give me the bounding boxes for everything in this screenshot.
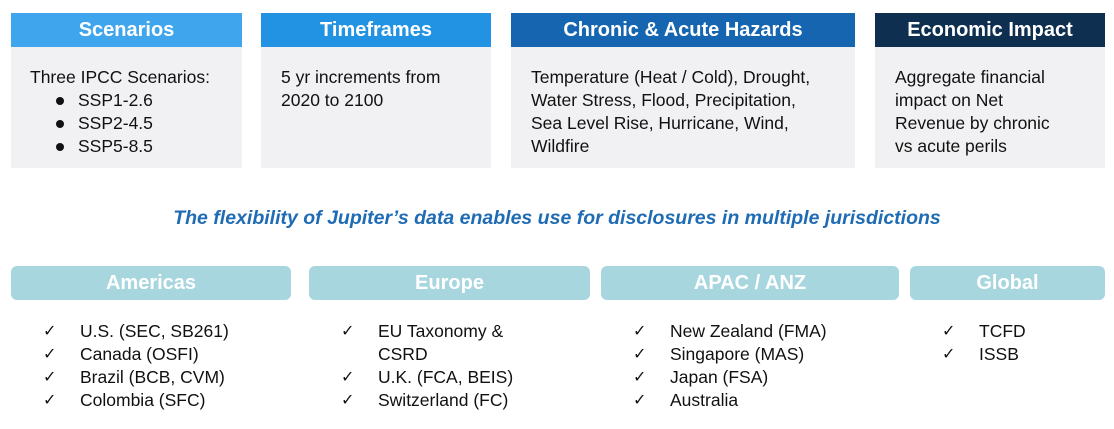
hazards-line: Temperature (Heat / Cold), Drought, bbox=[531, 67, 811, 87]
check-icon: ✓ bbox=[43, 369, 57, 386]
scenarios-card bbox=[11, 13, 242, 168]
jurisdiction-label: EU Taxonomy & bbox=[378, 321, 504, 341]
check-icon: ✓ bbox=[43, 323, 57, 340]
economic-card bbox=[875, 13, 1105, 168]
economic-line: Aggregate financial bbox=[895, 67, 1045, 87]
jurisdiction-label: TCFD bbox=[979, 321, 1026, 341]
jurisdiction-label: U.S. (SEC, SB261) bbox=[80, 321, 229, 341]
check-icon: ✓ bbox=[43, 392, 57, 409]
bullet-icon bbox=[56, 143, 64, 151]
timeframes-line: 5 yr increments from bbox=[281, 67, 441, 87]
hazards-line: Wildfire bbox=[531, 136, 590, 156]
jurisdiction-label: Japan (FSA) bbox=[670, 367, 769, 387]
scenario-label: SSP1-2.6 bbox=[78, 90, 153, 110]
economic-line: vs acute perils bbox=[895, 136, 1007, 156]
europe-column bbox=[309, 266, 590, 410]
americas-pill: Americas bbox=[11, 266, 291, 300]
jurisdiction-label: Australia bbox=[670, 390, 739, 410]
scenario-label: SSP5-8.5 bbox=[78, 136, 153, 156]
economic-line: impact on Net bbox=[895, 90, 1003, 110]
jurisdiction-item bbox=[633, 343, 827, 366]
hazards-header: Chronic & Acute Hazards bbox=[511, 13, 855, 47]
scenario-label: SSP2-4.5 bbox=[78, 113, 153, 133]
jurisdiction-item bbox=[942, 320, 1026, 343]
check-icon: ✓ bbox=[633, 346, 647, 363]
jurisdiction-item bbox=[341, 366, 513, 389]
check-icon: ✓ bbox=[341, 369, 355, 386]
scenarios-intro: Three IPCC Scenarios: bbox=[30, 67, 210, 87]
jurisdiction-label: U.K. (FCA, BEIS) bbox=[378, 367, 514, 387]
jurisdiction-item bbox=[43, 366, 229, 389]
tagline: The flexibility of Jupiter’s data enables use for disclosures in multiple jurisdictions bbox=[173, 207, 941, 229]
global-list bbox=[942, 320, 1026, 366]
timeframes-header: Timeframes bbox=[261, 13, 491, 47]
check-icon: ✓ bbox=[43, 346, 57, 363]
check-icon: ✓ bbox=[633, 369, 647, 386]
jurisdiction-label: Colombia (SFC) bbox=[80, 390, 206, 410]
jurisdiction-item bbox=[341, 320, 513, 366]
americas-list bbox=[43, 320, 229, 412]
bullet-icon bbox=[56, 97, 64, 105]
hazards-line: Sea Level Rise, Hurricane, Wind, bbox=[531, 113, 789, 133]
hazards-line: Water Stress, Flood, Precipitation, bbox=[531, 90, 796, 110]
scenario-item bbox=[54, 89, 224, 112]
scenarios-body bbox=[11, 47, 242, 168]
scenarios-header: Scenarios bbox=[11, 13, 242, 47]
check-icon: ✓ bbox=[942, 323, 956, 340]
europe-pill: Europe bbox=[309, 266, 590, 300]
jurisdiction-item bbox=[633, 366, 827, 389]
apac-list bbox=[633, 320, 827, 412]
check-icon: ✓ bbox=[341, 323, 355, 340]
apac-pill: APAC / ANZ bbox=[601, 266, 899, 300]
jurisdiction-item bbox=[43, 343, 229, 366]
europe-list bbox=[341, 320, 513, 412]
hazards-body bbox=[511, 47, 855, 168]
jurisdiction-item bbox=[43, 320, 229, 343]
jurisdiction-label: Canada (OSFI) bbox=[80, 344, 199, 364]
check-icon: ✓ bbox=[633, 323, 647, 340]
jurisdiction-label: ISSB bbox=[979, 344, 1019, 364]
economic-line: Revenue by chronic bbox=[895, 113, 1050, 133]
economic-body bbox=[875, 47, 1105, 168]
jurisdiction-label: Switzerland (FC) bbox=[378, 390, 509, 410]
global-column bbox=[910, 266, 1105, 364]
scenarios-list bbox=[30, 89, 224, 158]
check-icon: ✓ bbox=[341, 392, 355, 409]
jurisdiction-label: Singapore (MAS) bbox=[670, 344, 805, 364]
jurisdiction-item bbox=[633, 389, 827, 412]
bullet-icon bbox=[56, 120, 64, 128]
jurisdiction-label-cont: CSRD bbox=[378, 344, 428, 364]
check-icon: ✓ bbox=[633, 392, 647, 409]
timeframes-body bbox=[261, 47, 491, 168]
timeframes-line: 2020 to 2100 bbox=[281, 90, 384, 110]
apac-column bbox=[601, 266, 899, 410]
jurisdiction-item bbox=[341, 389, 513, 412]
jurisdiction-item bbox=[633, 320, 827, 343]
scenario-item bbox=[54, 112, 224, 135]
check-icon: ✓ bbox=[942, 346, 956, 363]
global-pill: Global bbox=[910, 266, 1105, 300]
jurisdiction-item bbox=[43, 389, 229, 412]
jurisdiction-label: New Zealand (FMA) bbox=[670, 321, 827, 341]
economic-header: Economic Impact bbox=[875, 13, 1105, 47]
hazards-card bbox=[511, 13, 855, 168]
americas-column bbox=[11, 266, 291, 410]
timeframes-card bbox=[261, 13, 491, 168]
jurisdiction-item bbox=[942, 343, 1026, 366]
scenario-item bbox=[54, 135, 224, 158]
jurisdiction-label: Brazil (BCB, CVM) bbox=[80, 367, 225, 387]
